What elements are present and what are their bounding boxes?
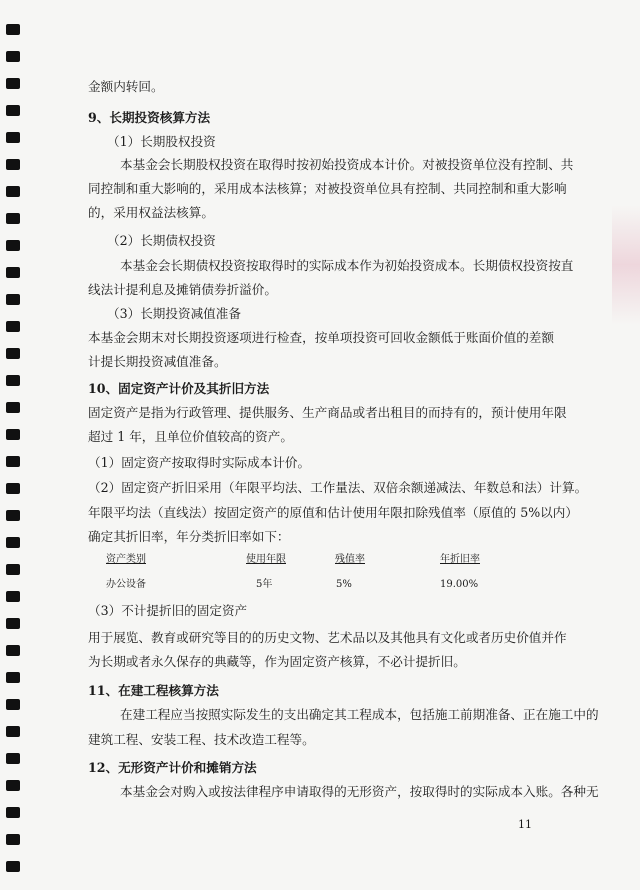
table-header-residual: 残值率 [335,554,365,565]
text-line: 线法计提利息及摊销债券折溢价。 [88,282,277,297]
table-header-category: 资产类别 [106,554,146,565]
section-heading: 11、在建工程核算方法 [88,683,219,698]
text-line: 本基金会对购入或按法律程序申请取得的无形资产，按取得时的实际成本入账。各种无 [120,784,599,799]
text-line: 为长期或者永久保存的典藏等，作为固定资产核算，不必计提折旧。 [88,654,466,669]
table-cell-rate: 19.00% [440,579,479,590]
table-cell-category: 办公设备 [106,579,146,590]
text-line: 本基金会期末对长期投资逐项进行检查，按单项投资可回收金额低于账面价值的差额 [88,330,554,345]
text-line: 确定其折旧率，年分类折旧率如下： [88,529,290,544]
section-heading: 12、无形资产计价和摊销方法 [88,760,257,775]
page-number: 11 [518,818,532,831]
text-line: 计提长期投资减值准备。 [88,354,227,369]
table-header-years: 使用年限 [246,554,286,565]
text-line: 年限平均法（直线法）按固定资产的原值和估计使用年限扣除残值率（原值的 5%以内） [88,505,578,520]
text-line: 在建工程应当按照实际发生的支出确定其工程成本，包括施工前期准备、正在施工中的 [120,707,599,722]
section-heading: 9、长期投资核算方法 [88,110,211,125]
table-cell-years: 5年 [256,579,273,590]
section-heading: 10、固定资产计价及其折旧方法 [88,381,270,396]
text-line: 超过 1 年，且单位价值较高的资产。 [88,429,293,444]
text-line: 的，采用权益法核算。 [88,205,214,220]
table-cell-residual: 5% [336,579,352,590]
table-header-rate: 年折旧率 [440,554,480,565]
text-line: 本基金会长期债权投资按取得时的实际成本作为初始投资成本。长期债权投资按直 [120,258,574,273]
text-line: （2）固定资产折旧采用（年限平均法、工作量法、双倍余额递减法、年数总和法）计算。 [88,480,588,495]
subheading: （2）长期债权投资 [107,233,216,248]
text-line: 固定资产是指为行政管理、提供服务、生产商品或者出租目的而持有的，预计使用年限 [88,405,567,420]
text-line: 用于展览、教育或研究等目的的历史文物、艺术品以及其他具有文化或者历史价值并作 [88,630,567,645]
text-line: 本基金会长期股权投资在取得时按初始投资成本计价。对被投资单位没有控制、共 [120,157,574,172]
subheading: （1）长期股权投资 [107,134,216,149]
text-line: 同控制和重大影响的，采用成本法核算；对被投资单位具有控制、共同控制和重大影响 [88,181,567,196]
subheading: （3）长期投资减值准备 [107,306,241,321]
text-line: 金额内转回。 [88,79,164,94]
text-line: （3）不计提折旧的固定资产 [88,603,248,618]
text-line: （1）固定资产按取得时实际成本计价。 [88,455,311,470]
text-line: 建筑工程、安装工程、技术改造工程等。 [88,732,315,747]
